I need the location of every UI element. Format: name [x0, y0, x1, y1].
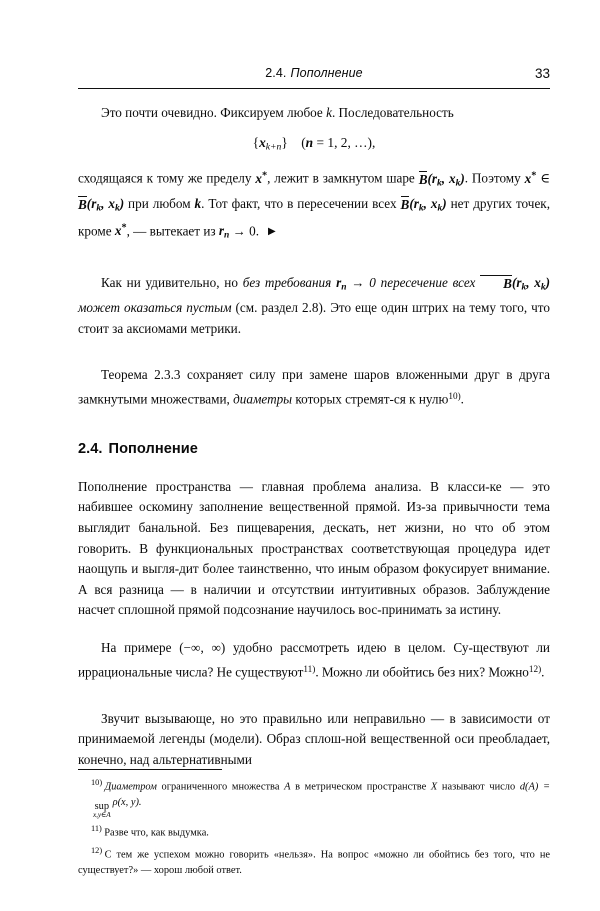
- math-var-rn-2: $r_n$: [336, 274, 347, 293]
- footnote-11: [78, 821, 550, 841]
- math-var-rn: $r_n$: [218, 223, 230, 242]
- paragraph-section-3: Звучит вызывающе, но это правильно или неправильно — в зависимости от принимаемой легенды (модели). Образ сплош-ной вещественной оси преобладает, конечно, над альтернативными: [78, 710, 550, 768]
- footnote-11-text: Разве что, как выдумка.: [104, 827, 209, 839]
- footnote-10-formula-tail: ρ(x, y).: [112, 796, 142, 808]
- formula-brace-close: }: [281, 134, 288, 150]
- paragraph-section-1: Пополнение пространства — главная проблема анализа. В класси-ке — это набившее оскомину заполнение вещественной прямой. Из-за привычности тема выглядит банальной. Без пищеварения, дескать, нет жизни, но что об этом говорить. В функциональных пространствах соответствующая процедура идет наощупь и выгля-дит более таинственно, что иным образом фокусирует внимание. А вся разница — в наличии и отсутствии интуитивных образов. Заблуждение насчет сплошной прямой подсознание научилось вос-принимать за истину.: [78, 478, 550, 618]
- math-closed-ball-1: $B(r_k$, $x_k$): [418, 170, 465, 189]
- footnote-12: [78, 843, 550, 878]
- footnote-ref-10[interactable]: 10): [448, 390, 461, 401]
- footnote-10-sup-subscript: x,y∈A: [93, 810, 111, 819]
- footnote-10: $^{10)}$ Диаметром ограниченного множества A в метрическом пространстве X называют число d(A) = sup x,y∈A ρ(x, y).: [78, 775, 550, 819]
- footnote-12-marker: 12): [91, 845, 103, 855]
- math-var-x-star-2: x*: [524, 170, 537, 186]
- paragraph-theorem-note: Теорема 2.3.3 сохраняет силу при замене шаров вложенными друг в друга замкнутыми множествами, диаметры которых стремят-ся к нулю$^{10)}$.: [78, 367, 550, 407]
- math-closed-ball-2: $B(r_k$, $x_k$): [78, 195, 125, 214]
- footnote-12-text: С тем же успехом можно говорить «нельзя». На вопрос «можно ли обойтись без того, что не существует?» — хорош любой ответ.: [78, 849, 550, 876]
- footnote-10-var-b: X: [430, 781, 438, 793]
- footnote-ref-11[interactable]: 11): [303, 663, 316, 674]
- running-head: [78, 66, 550, 86]
- footnote-10-sup-label: sup: [94, 801, 110, 813]
- math-closed-ball-4: $B(r_k$, $x_k$): [480, 275, 550, 290]
- remark-emphasis-1: без требования: [242, 274, 332, 290]
- math-arrow-zero: → 0: [351, 274, 376, 290]
- math-var-k: k: [326, 105, 332, 120]
- display-formula: [78, 133, 550, 158]
- running-head-section-number: 2.4.: [265, 66, 287, 80]
- paragraph-remark: Как ни удивительно, но без требования $r_n \to 0$ пересечение всех $B(r_k$, $x_k$) может оказаться пустым (см. раздел 2.8). Это еще один штрих на тему того, что стоит за аксиомами метрики.: [78, 274, 551, 336]
- footnote-10-marker: 10): [91, 778, 103, 787]
- footnotes-area: [78, 775, 550, 878]
- math-closed-ball-3: $B(r_k$, $x_k$): [400, 195, 447, 214]
- footnote-10-sup-operator: [78, 802, 113, 819]
- paragraph-section-2: На примере (−∞, ∞) удобно рассмотреть идею в целом. Су-ществуют ли иррациональные числа? Не существуют$^{11)}$. Можно ли обойтись без них? Можно$^{12)}$.: [78, 640, 550, 680]
- running-head-section-title: Пополнение: [290, 66, 363, 80]
- footnote-separator-rule: [78, 769, 222, 770]
- section-heading-number: 2.4.: [78, 440, 103, 457]
- remark-emphasis-2: пересечение всех: [380, 274, 476, 290]
- formula-brace-open: {: [252, 134, 260, 150]
- footnote-ref-12[interactable]: 12): [528, 663, 542, 674]
- math-var-x-star-3: x*: [114, 223, 127, 239]
- header-rule: [78, 88, 550, 89]
- section-heading-title: Пополнение: [108, 440, 198, 457]
- formula-condition: = 1, 2, …),: [313, 134, 376, 150]
- math-var-x-star-1: x*: [255, 170, 268, 186]
- page-number: 33: [534, 66, 550, 81]
- formula-paren-open: (: [301, 134, 306, 150]
- theorem-emphasis: диаметры: [233, 391, 293, 407]
- formula-variable-x: x: [259, 134, 266, 150]
- footnote-11-marker: 11): [91, 824, 102, 834]
- remark-emphasis-3: может оказаться пустым: [78, 299, 232, 315]
- footnote-10-italic-lead: Диаметром: [104, 781, 157, 793]
- page-body: [78, 103, 550, 771]
- paragraph-proof-body: сходящаяся к тому же пределу x*, лежит в замкнутом шаре $B(r_k$, $x_k$). Поэтому x* ∈ $B(r_k$, $x_k$) при любом k. Тот факт, что в пересечении всех $B(r_k$, $x_k$) нет других точек, кроме x*, — вытекает из $r_n \to 0$. ▶: [78, 170, 551, 242]
- footnote-10-var-a: A: [284, 781, 291, 793]
- math-element-of: ∈: [540, 170, 551, 186]
- math-var-k-2: k: [194, 195, 202, 211]
- section-heading: [78, 441, 550, 457]
- formula-subscript: k+n: [265, 141, 282, 153]
- qed-marker: ▶: [268, 226, 276, 238]
- paragraph-proof-intro: Это почти очевидно. Фиксируем любое k. Последовательность: [101, 105, 454, 120]
- footnote-10-formula-lead: d(A) =: [519, 781, 550, 793]
- running-head-title: [78, 66, 550, 80]
- formula-variable-n: n: [305, 134, 314, 150]
